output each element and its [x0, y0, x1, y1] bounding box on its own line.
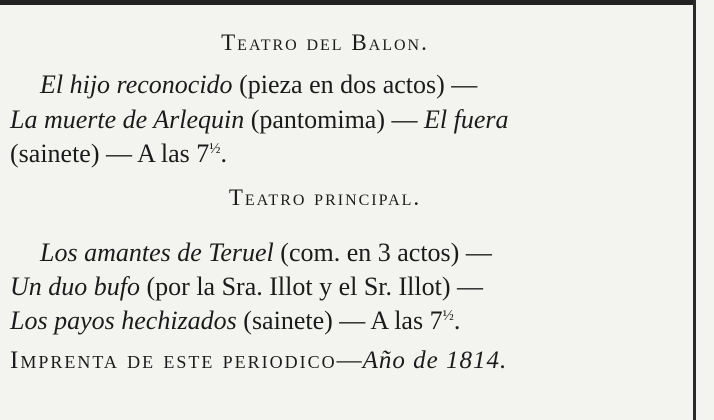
play-details: (por la Sra. Illot y el Sr. Illot) —: [140, 272, 484, 301]
top-rule: [0, 0, 694, 5]
section1-line3: [10, 141, 227, 167]
time-fraction: ½: [442, 308, 454, 324]
play-title: El hijo reconocido: [40, 70, 233, 99]
play-title: Los payos hechizados: [10, 306, 237, 335]
section2-line3: [10, 308, 460, 334]
play-title: El fuera: [424, 105, 509, 134]
section1-line2: [10, 107, 509, 133]
imprint-label: Imprenta de este periodico: [10, 347, 337, 374]
play-title: La muerte de Arlequin: [10, 105, 245, 134]
time-fraction: ½: [209, 141, 221, 157]
play-title: Un duo bufo: [10, 272, 140, 301]
section1-line1: [40, 72, 477, 98]
play-title: Los amantes de Teruel: [40, 238, 274, 267]
line-end: .: [220, 139, 228, 168]
line-end: .: [453, 306, 461, 335]
imprint-year: Año de 1814.: [362, 347, 508, 374]
section2-line2: [10, 274, 483, 300]
play-details: (pieza en dos actos) —: [232, 70, 478, 99]
play-details: (com. en 3 actos) —: [273, 238, 492, 267]
play-details: (sainete) — A las 7: [10, 139, 210, 168]
right-rule: [693, 0, 696, 420]
section-title-teatro-principal: Teatro principal.: [228, 185, 422, 210]
section-title-teatro-del-balon: Teatro del Balon.: [221, 30, 429, 55]
imprint-dash: —: [336, 347, 363, 374]
play-details: (pantomima) —: [244, 105, 425, 134]
play-details: (sainete) — A las 7: [236, 306, 443, 335]
imprint-line: [10, 347, 507, 375]
section2-line1: [40, 240, 492, 266]
